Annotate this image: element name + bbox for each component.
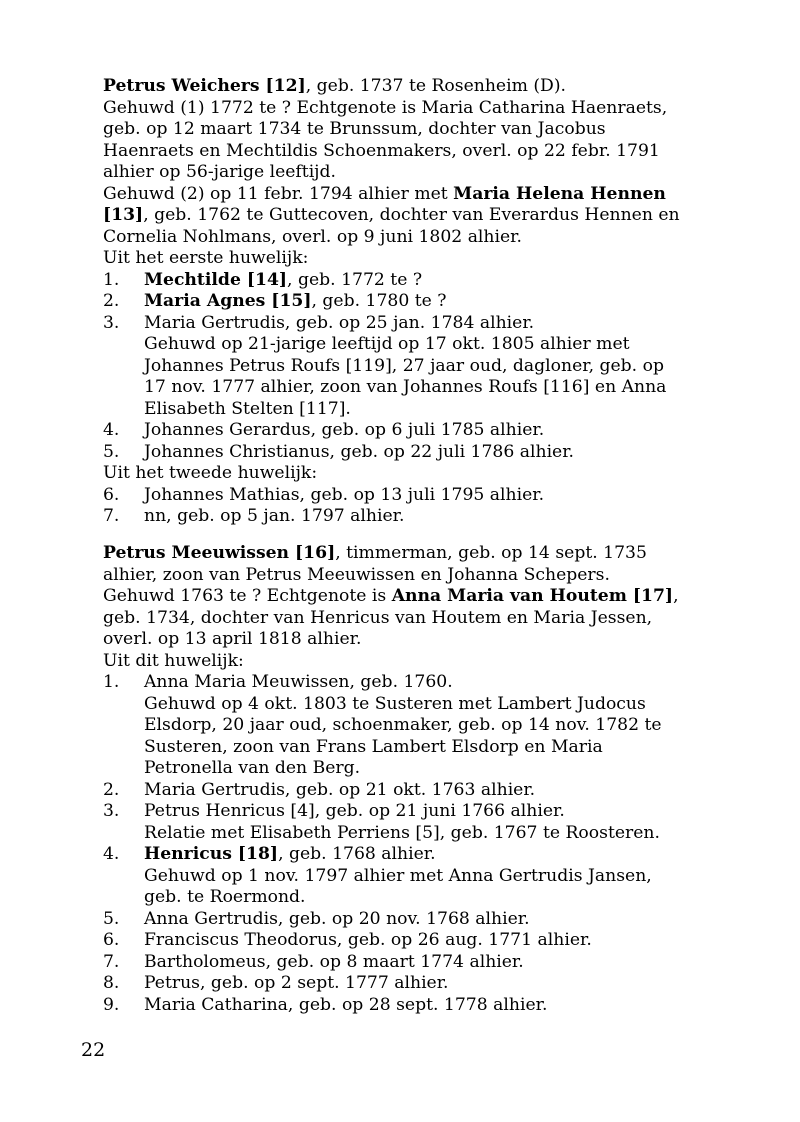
father-line: Petrus Weichers [12], geb. 1737 te Rosenheim (D). (103, 76, 566, 96)
list-item: 4. Henricus [18], geb. 1768 alhier. (103, 844, 436, 864)
father-name: Petrus Weichers [12] (103, 76, 306, 96)
list-item-continuation: Susteren, zoon van Frans Lambert Elsdorp en Maria (144, 736, 603, 757)
marriage1-line: Haenraets en Mechtildis Schoenmakers, overl. op 22 febr. 1791 (103, 140, 660, 161)
page-number: 22 (81, 1039, 106, 1061)
list-item: 6. Johannes Mathias, geb. op 13 juli 1795 alhier. (103, 484, 545, 505)
list-item: 5. Anna Gertrudis, geb. op 20 nov. 1768 alhier. (103, 908, 530, 929)
marriage1-line: alhier op 56-jarige leeftijd. (103, 162, 336, 182)
list-item: 1. Anna Maria Meuwissen, geb. 1760. (103, 672, 453, 692)
father-line: alhier, zoon van Petrus Meeuwissen en Johanna Schepers. (103, 564, 610, 585)
children-heading: Uit het eerste huwelijk: (103, 248, 309, 268)
father-line: Petrus Meeuwissen [16], timmerman, geb. op 14 sept. 1735 (103, 543, 647, 563)
list-item: 7. Bartholomeus, geb. op 8 maart 1774 alhier. (103, 951, 524, 972)
list-item: 9. Maria Catharina, geb. op 28 sept. 1778 alhier. (103, 994, 548, 1015)
list-item: 6. Franciscus Theodorus, geb. op 26 aug. 1771 alhier. (103, 930, 592, 950)
list-item: 2. Maria Agnes [15], geb. 1780 te ? (103, 291, 447, 311)
children-heading: Uit dit huwelijk: (103, 650, 244, 671)
spouse-name: Maria Helena Hennen (453, 183, 666, 204)
list-item-continuation: Elsdorp, 20 jaar oud, schoenmaker, geb. op 14 nov. 1782 te (144, 715, 662, 735)
marriage-line: overl. op 13 april 1818 alhier. (103, 629, 362, 649)
list-item-continuation: 17 nov. 1777 alhier, zoon van Johannes Roufs [116] en Anna (144, 377, 667, 397)
child-name: Mechtilde [14] (144, 269, 288, 290)
marriage-line: geb. 1734, dochter van Henricus van Houtem en Maria Jessen, (103, 607, 653, 628)
list-item: 8. Petrus, geb. op 2 sept. 1777 alhier. (103, 973, 449, 993)
marriage2-line: Gehuwd (2) op 11 febr. 1794 alhier met Maria Helena Hennen (103, 183, 666, 204)
list-item: 7. nn, geb. op 5 jan. 1797 alhier. (103, 506, 405, 526)
list-item-continuation: Gehuwd op 1 nov. 1797 alhier met Anna Gertrudis Jansen, (144, 865, 652, 886)
marriage2-line: Cornelia Nohlmans, overl. op 9 juni 1802 alhier. (103, 226, 522, 247)
child-name: Henricus [18] (144, 844, 279, 864)
marriage1-line: Gehuwd (1) 1772 te ? Echtgenote is Maria Catharina Haenraets, (103, 97, 668, 118)
list-item: 5. Johannes Christianus, geb. op 22 juli 1786 alhier. (103, 441, 575, 462)
list-item-continuation: geb. te Roermond. (144, 887, 306, 907)
list-item-continuation: Elisabeth Stelten [117]. (144, 398, 351, 419)
family-entry-meeuwissen (103, 543, 703, 1016)
list-item-continuation: Gehuwd op 4 okt. 1803 te Susteren met Lambert Judocus (144, 693, 646, 714)
list-item-continuation: Gehuwd op 21-jarige leeftijd op 17 okt. 1805 alhier met (144, 334, 630, 354)
list-item-continuation: Relatie met Elisabeth Perriens [5], geb. 1767 te Roosteren. (144, 822, 660, 843)
list-item: 3. Maria Gertrudis, geb. op 25 jan. 1784 alhier. (103, 312, 535, 333)
spouse-name: Anna Maria van Houtem [17] (391, 586, 674, 606)
list-item: 1. Mechtilde [14], geb. 1772 te ? (103, 269, 423, 290)
list-item-continuation: Petronella van den Berg. (144, 758, 361, 778)
list-item: 4. Johannes Gerardus, geb. op 6 juli 1785 alhier. (103, 420, 545, 440)
family-entry-weichers (103, 76, 703, 528)
list-item: 3. Petrus Henricus [4], geb. op 21 juni 1766 alhier. (103, 801, 565, 821)
marriage2-line: [13], geb. 1762 te Guttecoven, dochter van Everardus Hennen en (103, 205, 680, 225)
marriage1-line: geb. op 12 maart 1734 te Brunssum, dochter van Jacobus (103, 119, 606, 139)
list-item-continuation: Johannes Petrus Roufs [119], 27 jaar oud, dagloner, geb. op (144, 355, 664, 376)
father-name: Petrus Meeuwissen [16] (103, 543, 336, 563)
marriage-line: Gehuwd 1763 te ? Echtgenote is Anna Maria van Houtem [17], (103, 586, 679, 606)
child-name: Maria Agnes [15] (144, 291, 312, 311)
spouse-ref: [13] (103, 205, 144, 225)
children-heading: Uit het tweede huwelijk: (103, 463, 318, 483)
list-item: 2. Maria Gertrudis, geb. op 21 okt. 1763 alhier. (103, 779, 536, 800)
